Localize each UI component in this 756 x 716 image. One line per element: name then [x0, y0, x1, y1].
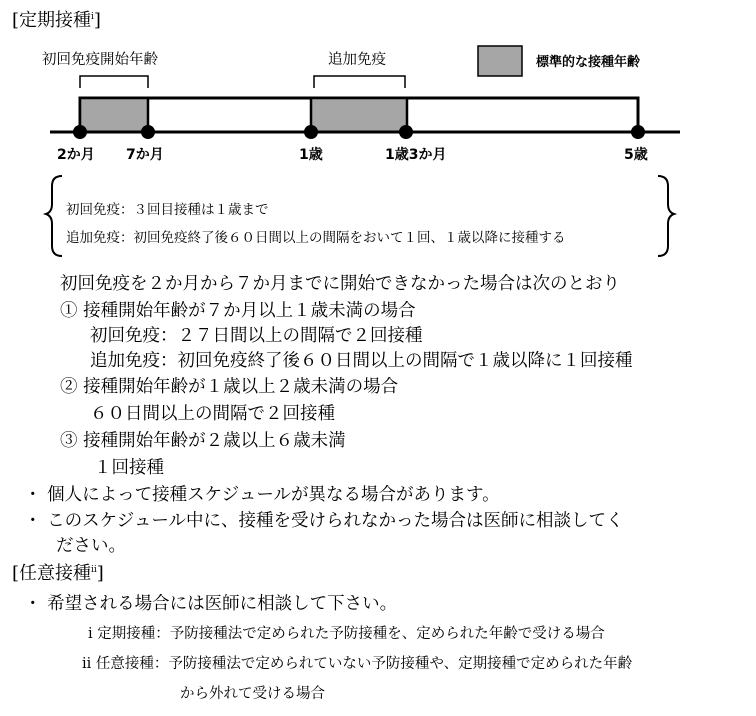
dot-1-year — [304, 125, 318, 139]
tick-label: 1歳 — [299, 147, 323, 163]
footnote-marker: i — [88, 626, 93, 642]
band-booster — [311, 98, 407, 132]
tick-label: 7か月 — [126, 147, 164, 163]
band-initial — [80, 98, 148, 132]
item-mark: ② — [60, 377, 78, 397]
late-start-item-1 — [60, 297, 416, 322]
info-box-line-2: 追加免疫：初回免疫終了後６０日間以上の間隔をおいて１回、１歳以降に接種する — [66, 230, 566, 246]
bullet-consult-doctor-cont: ださい。 — [56, 536, 126, 556]
late-start-intro: 初回免疫を２か月から７か月までに開始できなかった場合は次のとおり — [60, 274, 620, 294]
late-start-item-2 — [60, 373, 398, 398]
tick-label: 5歳 — [624, 147, 648, 163]
bracket-initial — [80, 76, 148, 88]
item-mark: ③ — [60, 431, 78, 451]
item-title: 接種開始年齢が２歳以上６歳未満 — [83, 431, 346, 451]
item-title: 接種開始年齢が１歳以上２歳未満の場合 — [83, 377, 399, 397]
info-box-right-bracket — [658, 176, 674, 256]
bullet-schedule-varies: ・ 個人によって接種スケジュールが異なる場合があります。 — [24, 485, 500, 505]
dot-5-years — [631, 125, 645, 139]
section-title-voluntary: [任意接種$^{ii}$] — [12, 563, 104, 584]
dot-7-months — [141, 125, 155, 139]
dot-1-year-3-months — [399, 125, 413, 139]
dot-2-months — [73, 125, 87, 139]
bullet-consult-doctor: ・ このスケジュール中に、接種を受けられなかった場合は医師に相談してく — [24, 511, 624, 531]
legend-swatch — [478, 46, 522, 76]
bracket-booster — [314, 76, 405, 88]
late-start-item-2-detail-1: ６０日間以上の間隔で２回接種 — [90, 404, 335, 424]
legend-label: 標準的な接種年齢 — [536, 55, 641, 70]
tick-label: 2か月 — [57, 147, 95, 163]
section-title-routine: [定期接種$^i$] — [12, 10, 101, 31]
item-mark: ① — [60, 301, 78, 321]
footnote-voluntary: ii 任意接種：予防接種法で定められていない予防接種や、定期接種で定められた年齢 — [82, 656, 633, 672]
info-box-line-1: 初回免疫：３回目接種は１歳まで — [66, 202, 269, 218]
bullet-voluntary-consult: ・ 希望される場合には医師に相談して下さい。 — [24, 594, 398, 614]
info-box-left-bracket — [46, 176, 62, 256]
bullet-mark: ・ — [24, 485, 42, 505]
footnote-marker: ii — [82, 656, 92, 672]
late-start-item-1-detail-1: 初回免疫：２７日間以上の間隔で２回接種 — [90, 326, 423, 346]
label-initial-start-age: 初回免疫開始年齢 — [42, 52, 158, 68]
tick-label: 1歳3か月 — [385, 147, 447, 163]
bullet-mark: ・ — [24, 511, 42, 531]
late-start-item-3-detail-1: １回接種 — [94, 458, 164, 478]
label-booster: 追加免疫 — [328, 52, 386, 68]
late-start-item-3 — [60, 427, 346, 452]
item-title: 接種開始年齢が７か月以上１歳未満の場合 — [83, 301, 416, 321]
late-start-item-1-detail-2: 追加免疫：初回免疫終了後６０日間以上の間隔で１歳以降に１回接種 — [90, 351, 633, 371]
footnote-routine: i 定期接種：予防接種法で定められた予防接種を、定められた年齢で受ける場合 — [88, 626, 605, 642]
footnote-voluntary-cont: から外れて受ける場合 — [180, 686, 325, 702]
bullet-mark: ・ — [24, 594, 42, 614]
